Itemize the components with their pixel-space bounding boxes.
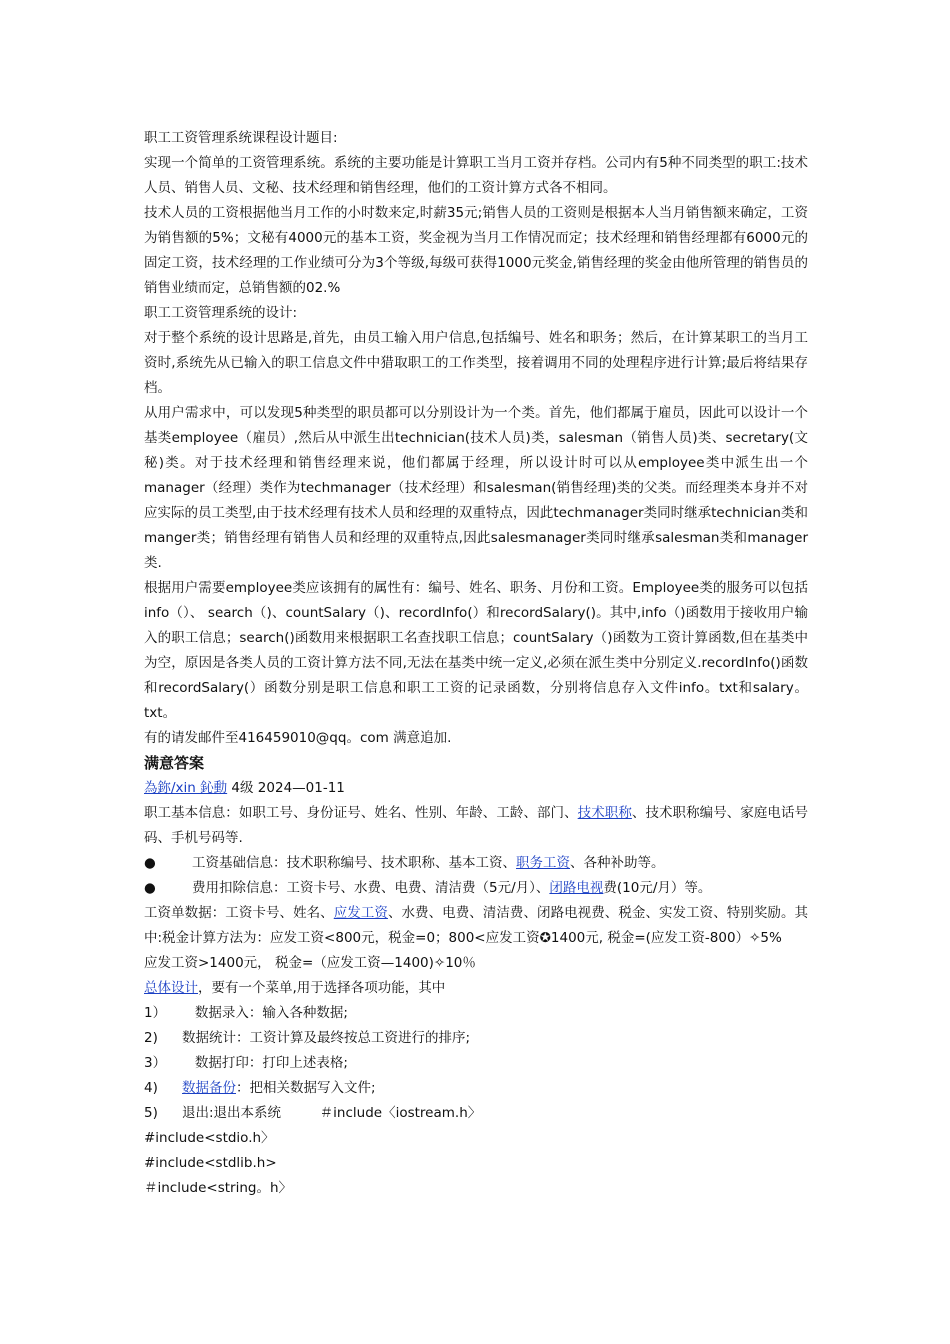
design-title: 职工工资管理系统的设计:: [144, 305, 298, 321]
payroll-text: 工资单数据：工资卡号、姓名、: [144, 905, 334, 921]
question-title: 职工工资管理系统课程设计题目:: [144, 130, 338, 146]
bullet-text-post: 费(10元/月）等。: [603, 880, 712, 896]
cctv-link[interactable]: 闭路电视: [549, 880, 604, 896]
design-paragraph-2: 从用户需求中，可以发现5种类型的职员都可以分别设计为一个类。首先，他们都属于雇员，因此可以设计一个基类employee（雇员）,然后从中派生出technician(技术人员)类，salesman（销售人员)类、secretary(文秘)类。对于技术经理和销售经理来说，他们都属于经理，所以设计时可以从employee类中派生出一个manager（经理）类作为techmanager（技术经理）和salesman(销售经理)类的父类。而经理类本身并不对应实际的员工类型,由于技术经理有技术人员和经理的双重特点，因此techmanager类同时继承technician类和manger类；销售经理有销售人员和经理的双重特点,因此salesmanager类同时继承salesman类和manager类.: [144, 405, 808, 571]
menu-item: [144, 1101, 808, 1126]
bullet-item: [144, 851, 808, 876]
gross-salary-link[interactable]: 应发工资: [333, 905, 388, 921]
document-body: [144, 126, 808, 1201]
bullet-text: [192, 876, 711, 901]
overall-design-link[interactable]: 总体设计: [144, 980, 198, 996]
basic-info-text-end: 、技术职称编号、家庭电话号码、手机号码等.: [144, 805, 809, 846]
answer-user-link[interactable]: 為鉨/xin 鈊動: [144, 780, 228, 796]
position-salary-link[interactable]: 职务工资: [516, 855, 570, 871]
menu-number: 3）: [144, 1055, 167, 1071]
design-paragraph-3: 根据用户需要employee类应该拥有的属性有：编号、姓名、职务、月份和工资。Employee类的服务可以包括info（）、 search（)、countSalary（)、recordInfo(）和recordSalary()。其中,info（)函数用于接收用户输入的职工信息；search()函数用来根据职工名查找职工信息；countSalary（)函数为工资计算函数,但在基类中为空，原因是各类人员的工资计算方法不同,无法在基类中统一定义,必须在派生类中分别定义.recordInfo()函数和recordSalary(）函数分别是职工信息和职工工资的记录函数，分别将信息存入文件info。txt和salary。txt。: [144, 580, 808, 721]
menu-item: [144, 1051, 808, 1076]
bullet-text: [192, 851, 665, 876]
answer-level-date: 4级 2024—01-11: [227, 780, 345, 796]
bullet-icon: ●: [144, 880, 156, 896]
answer-meta: [144, 776, 808, 801]
menu-text: 退出:退出本系统 ＃include〈iostream.h〉: [182, 1105, 482, 1121]
menu-number: 1）: [144, 1005, 167, 1021]
bullet-text-pre: 工资基础信息：技术职称编号、技术职称、基本工资、: [192, 855, 516, 871]
overall-design-text: ，要有一个菜单,用于选择各项功能，其中: [198, 980, 446, 996]
overall-design-paragraph: [144, 976, 808, 1001]
tax-rule-2: 应发工资>1400元， 税金=（应发工资—1400)✧10％: [144, 955, 476, 971]
code-line: ＃include<string。h〉: [144, 1180, 293, 1196]
menu-item: [144, 1001, 808, 1026]
payroll-text-end: 、水费、电费、清洁费、闭路电视费、税金、实发工资、特别奖励。其中:税金计算方法为：应发工资<800元，税金=0；800<应发工资✪1400元, 税金=(应发工资-800）✧5%: [144, 905, 809, 946]
bullet-text-post: 、各种补助等。: [570, 855, 665, 871]
menu-text: 数据录入：输入各种数据;: [182, 1005, 348, 1021]
menu-text: 数据打印：打印上述表格;: [182, 1055, 348, 1071]
code-line: #include<stdlib.h>: [144, 1155, 277, 1171]
basic-info-paragraph: [144, 801, 808, 851]
menu-number: 4): [144, 1080, 158, 1096]
bullet-text-pre: 费用扣除信息：工资卡号、水费、电费、清洁费（5元/月）、: [192, 880, 550, 896]
email-request: 有的请发邮件至416459010@qq。com 满意追加.: [144, 730, 452, 746]
bullet-item: [144, 876, 808, 901]
menu-item: [144, 1076, 808, 1101]
menu-number: 5): [144, 1105, 158, 1121]
menu-item: [144, 1026, 808, 1051]
tech-title-link[interactable]: 技术职称: [577, 805, 632, 821]
intro-paragraph: 实现一个简单的工资管理系统。系统的主要功能是计算职工当月工资并存档。公司内有5种不同类型的职工:技术人员、销售人员、文秘、技术经理和销售经理，他们的工资计算方式各不相同。: [144, 155, 808, 196]
bullet-icon: ●: [144, 855, 156, 871]
menu-text: ：把相关数据写入文件;: [236, 1080, 376, 1096]
code-line: #include<stdio.h〉: [144, 1130, 275, 1146]
menu-text: 数据统计：工资计算及最终按总工资进行的排序;: [182, 1030, 471, 1046]
payroll-paragraph: [144, 901, 808, 951]
salary-rules-paragraph: 技术人员的工资根据他当月工作的小时数来定,时薪35元;销售人员的工资则是根据本人当月销售额来确定，工资为销售额的5%；文秘有4000元的基本工资，奖金视为当月工作情况而定；技术经理和销售经理都有6000元的固定工资，技术经理的工作业绩可分为3个等级,每级可获得1000元奖金,销售经理的奖金由他所管理的销售员的销售业绩而定，总销售额的02.%: [144, 205, 808, 296]
data-backup-link[interactable]: 数据备份: [182, 1080, 236, 1096]
menu-number: 2): [144, 1030, 158, 1046]
answer-heading: 满意答案: [144, 754, 205, 772]
basic-info-text: 职工基本信息：如职工号、身份证号、姓名、性别、年龄、工龄、部门、: [144, 805, 578, 821]
design-paragraph-1: 对于整个系统的设计思路是,首先，由员工输入用户信息,包括编号、姓名和职务；然后，在计算某职工的当月工资时,系统先从已输入的职工信息文件中猎取职工的工作类型，接着调用不同的处理程序进行计算;最后将结果存档。: [144, 330, 808, 396]
